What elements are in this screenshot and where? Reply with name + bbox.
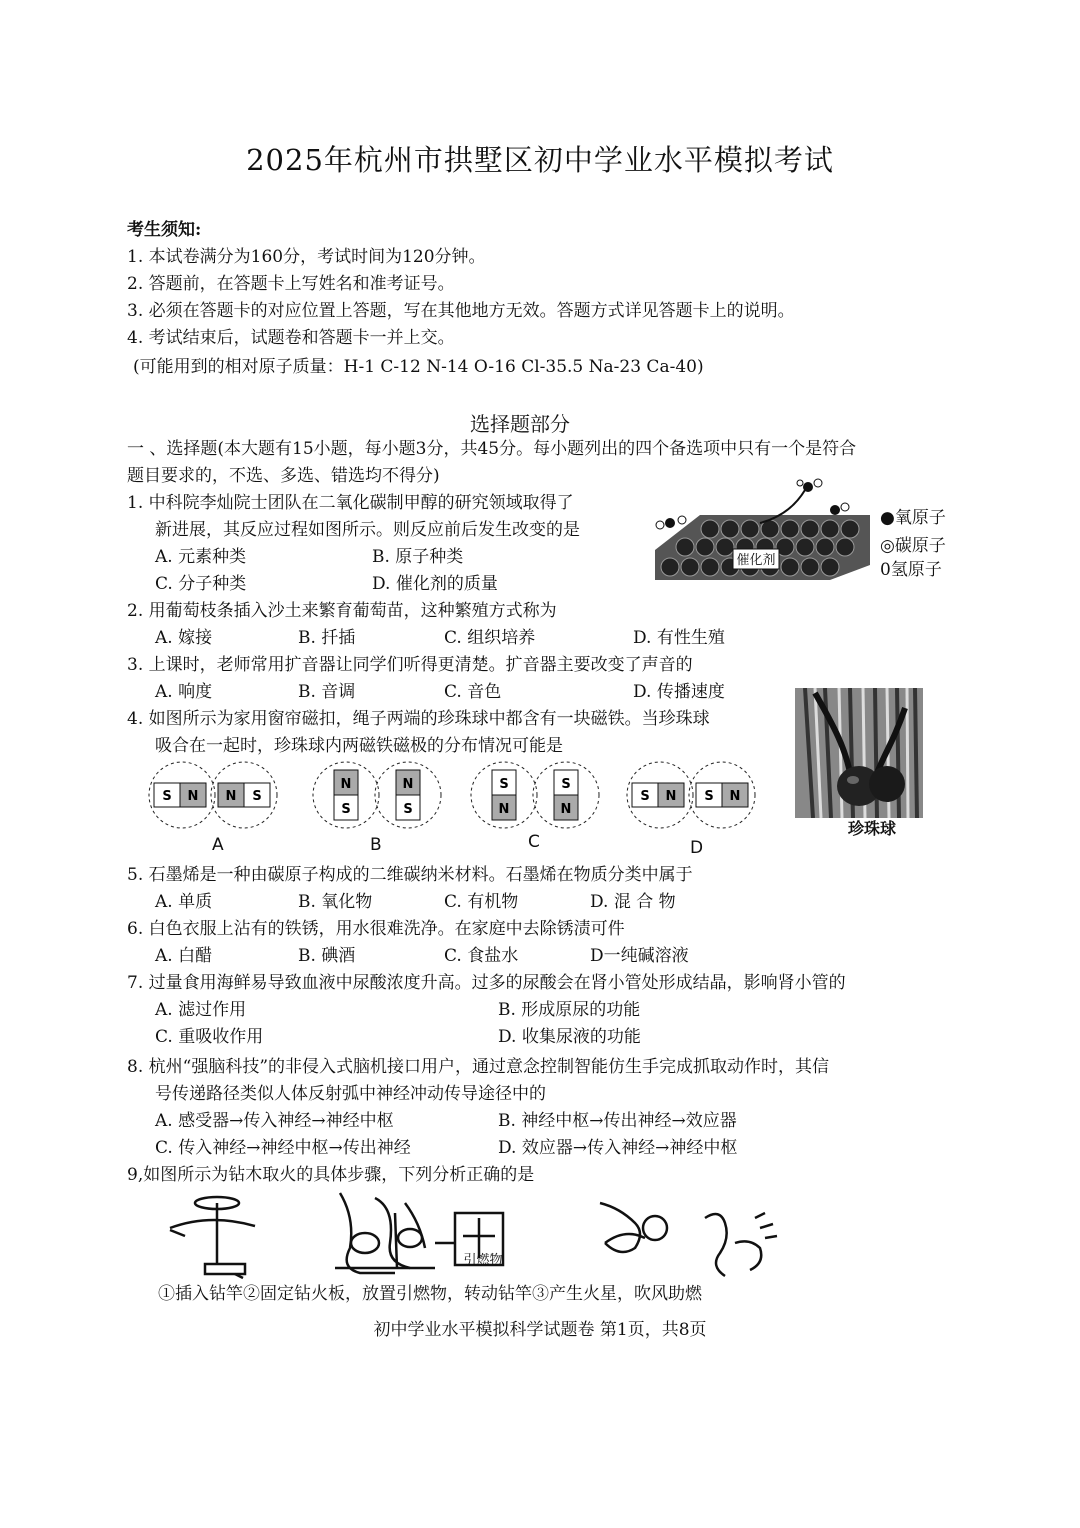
magnet-pole: S: [499, 777, 509, 792]
option: B. 氧化物: [298, 892, 373, 912]
magnet-pole: N: [665, 789, 677, 804]
notice-item: 4. 考试结束后，试题卷和答题卡一并上交。: [127, 328, 455, 348]
option: A. 单质: [155, 892, 213, 912]
option-label: D: [690, 838, 704, 858]
magnet-pole: N: [729, 789, 741, 804]
option: C. 食盐水: [444, 946, 519, 966]
magnet-pole: S: [162, 789, 172, 804]
magnet-pole: S: [252, 789, 262, 804]
atomic-mass-note: (可能用到的相对原子质量：H-1 C-12 N-14 O-16 Cl-35.5 Na-23 Ca-40): [133, 357, 704, 377]
option: D. 效应器→传入神经→神经中枢: [498, 1138, 738, 1158]
notice-item: 1. 本试卷满分为160分，考试时间为120分钟。: [127, 247, 486, 267]
question-stem: 5. 石墨烯是一种由碳原子构成的二维碳纳米材料。石墨烯在物质分类中属于: [127, 865, 693, 885]
photo-label: 珍珠球: [848, 819, 897, 838]
drill-step-3: [600, 1203, 777, 1276]
magnet-pole: N: [225, 789, 237, 804]
option: C. 分子种类: [155, 574, 247, 594]
magnet-pole: S: [341, 802, 351, 817]
option: B. 神经中枢→传出神经→效应器: [498, 1111, 737, 1131]
magnet-options-figure: [140, 760, 780, 835]
option: A. 滤过作用: [155, 1000, 247, 1020]
question-stem: 1. 中科院李灿院士团队在二氧化碳制甲醇的研究领域取得了: [127, 493, 574, 513]
option: C. 有机物: [444, 892, 519, 912]
option: B. 原子种类: [372, 547, 464, 567]
section-instructions: 一 、选择题(本大题有15小题，每小题3分，共45分。每小题列出的四个备选项中只有一个是符合: [127, 439, 857, 459]
magnet-option-a: [149, 762, 277, 828]
legend-item: ◎碳原子: [880, 536, 946, 556]
magnet-pole: S: [403, 802, 413, 817]
curtain-tieback-photo: [795, 688, 923, 818]
magnet-pole: S: [640, 789, 650, 804]
magnet-option-d: [627, 762, 755, 828]
option: D. 混 合 物: [590, 892, 676, 912]
option: B. 扦插: [298, 628, 356, 648]
tinder-label: 引燃物: [463, 1253, 503, 1268]
notice-heading: 考生须知:: [127, 220, 202, 240]
option: A. 白醋: [155, 946, 213, 966]
legend-item: 0氢原子: [880, 560, 942, 580]
option: D一纯碱溶液: [590, 946, 689, 966]
option: C. 音色: [444, 682, 502, 702]
option: B. 形成原尿的功能: [498, 1000, 641, 1020]
option-label: A: [212, 835, 224, 855]
option: D. 催化剂的质量: [372, 574, 498, 594]
figure-caption: ①插入钻竿②固定钻火板，放置引燃物，转动钻竿③产生火星，吹风助燃: [158, 1284, 702, 1304]
option: B. 音调: [298, 682, 356, 702]
notice-item: 2. 答题前，在答题卡上写姓名和准考证号。: [127, 274, 455, 294]
option: D. 收集尿液的功能: [498, 1027, 641, 1047]
question-stem: 7. 过量食用海鲜易导致血液中尿酸浓度升高。过多的尿酸会在肾小管处形成结晶，影响肾小管的: [127, 973, 846, 993]
question-stem: 3. 上课时，老师常用扩音器让同学们听得更清楚。扩音器主要改变了声音的: [127, 655, 693, 675]
option: C. 组织培养: [444, 628, 536, 648]
option: D. 传播速度: [633, 682, 725, 702]
exam-title: 2025年杭州市拱墅区初中学业水平模拟考试: [246, 143, 834, 177]
option: C. 重吸收作用: [155, 1027, 264, 1047]
catalyst-figure: [640, 475, 880, 585]
magnet-pole: S: [561, 777, 571, 792]
section-instructions: 题目要求的，不选、多选、错选均不得分): [127, 466, 440, 486]
question-stem: 吸合在一起时，珍珠球内两磁铁磁极的分布情况可能是: [155, 736, 563, 756]
question-stem: 9,如图所示为钻木取火的具体步骤，下列分析正确的是: [127, 1165, 535, 1185]
option-label: C: [528, 832, 540, 852]
magnet-pole: N: [402, 777, 414, 792]
section-title: 选择题部分: [470, 412, 570, 436]
magnet-pole: N: [187, 789, 199, 804]
option: A. 元素种类: [155, 547, 247, 567]
magnet-pole: N: [498, 802, 510, 817]
catalyst-label: 催化剂: [736, 553, 776, 568]
fire-drill-figure: [165, 1188, 785, 1280]
option: A. 响度: [155, 682, 213, 702]
magnet-option-b: [313, 762, 441, 828]
question-stem: 新进展，其反应过程如图所示。则反应前后发生改变的是: [155, 520, 580, 540]
magnet-pole: N: [340, 777, 352, 792]
option: A. 感受器→传入神经→神经中枢: [155, 1111, 394, 1131]
option: D. 有性生殖: [633, 628, 725, 648]
question-stem: 6. 白色衣服上沾有的铁锈，用水很难洗净。在家庭中去除锈渍可件: [127, 919, 625, 939]
question-stem: 号传递路径类似人体反射弧中神经冲动传导途径中的: [155, 1084, 546, 1104]
question-stem: 4. 如图所示为家用窗帘磁扣，绳子两端的珍珠球中都含有一块磁铁。当珍珠球: [127, 709, 710, 729]
magnet-option-c: [471, 762, 599, 828]
legend-item: ●氧原子: [880, 508, 946, 528]
question-stem: 2. 用葡萄枝条插入沙土来繁育葡萄苗，这种繁殖方式称为: [127, 601, 557, 621]
question-stem: 8. 杭州“强脑科技”的非侵入式脑机接口用户，通过意念控制智能仿生手完成抓取动作时，其信: [127, 1057, 830, 1077]
magnet-pole: N: [560, 802, 572, 817]
notice-item: 3. 必须在答题卡的对应位置上答题，写在其他地方无效。答题方式详见答题卡上的说明。: [127, 301, 795, 321]
option-label: B: [370, 835, 382, 855]
drill-step-1: [170, 1197, 255, 1278]
option: C. 传入神经→神经中枢→传出神经: [155, 1138, 411, 1158]
page-footer: 初中学业水平模拟科学试题卷 第1页，共8页: [373, 1320, 707, 1340]
magnet-pole: S: [704, 789, 714, 804]
option: A. 嫁接: [155, 628, 213, 648]
option: B. 碘酒: [298, 946, 356, 966]
